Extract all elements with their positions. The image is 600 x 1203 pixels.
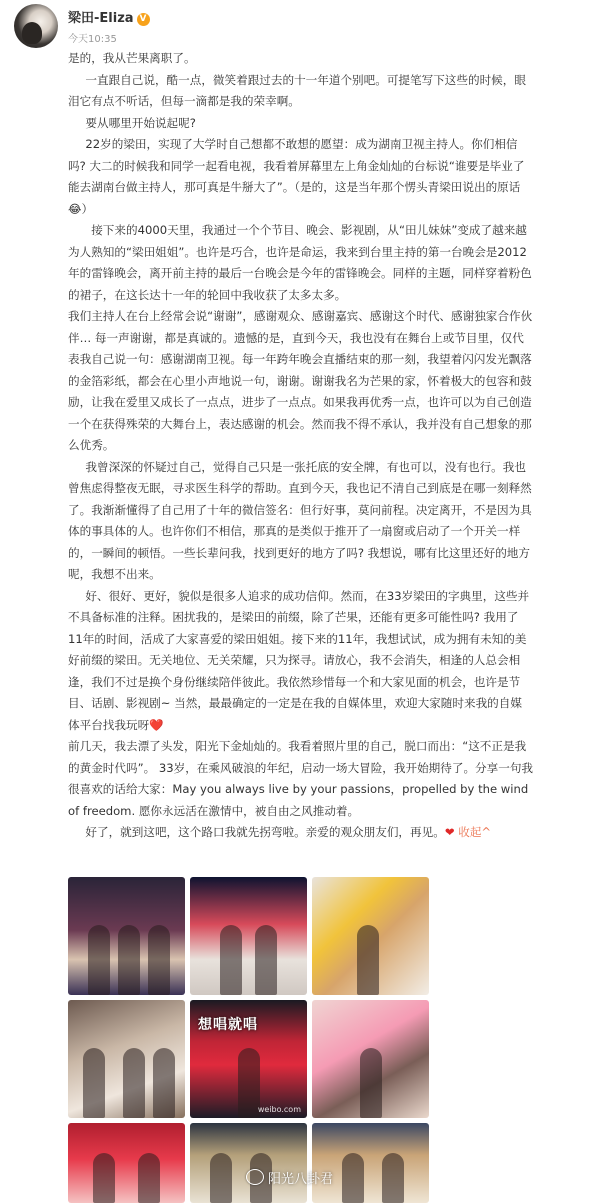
photo-figure	[357, 925, 379, 995]
photo-figure	[93, 1153, 115, 1203]
photo-figure	[118, 925, 140, 995]
vip-badge-icon: V	[137, 13, 150, 26]
weibo-logo-icon	[246, 1169, 264, 1185]
photo-thumbnail-9[interactable]	[312, 1123, 429, 1203]
closing-text: 好了，就到这吧，这个路口我就先拐弯啦。亲爱的观众朋友们，再见。	[85, 825, 445, 839]
post-paragraph-6: 我们主持人在台上经常会说“谢谢”，感谢观众、感谢嘉宾、感谢这个时代、感谢独家合作伙伴… 每一声谢谢，都是真诚的。遗憾的是，直到今天，我也没有在舞台上或节目里，仅代表我自己说一句：感谢湖南卫视。每一年跨年晚会直播结束的那一刻，我望着闪闪发光飘落的金箔彩纸，都会在心里小声地说一句，谢谢。谢谢我名为芒果的家，怀着极大的包容和鼓励，让我在爱里又成长了一点点，进步了一点点。如果我再优秀一点，也许可以为自己创造一个在获得殊荣的大舞台上，表达感谢的机会。然而我不得不承认，我并没有自己想象的那么优秀。	[68, 309, 533, 452]
photo-figure	[220, 925, 242, 995]
post-body	[68, 48, 533, 844]
photo-figure	[382, 1153, 404, 1203]
photo-figure	[153, 1048, 175, 1118]
post-paragraph-5: 接下来的4000天里，我通过一个个节目、晚会、影视剧，从“田儿妹妹”变成了越来越为人熟知的“梁田姐姐”。也许是巧合，也许是命运，我来到台里主持的第一台晚会是2012年的雷锋晚会，离开前主持的最后一台晚会是今年的雷锋晚会。同样的主题，同样穿着粉色的裙子，在这长达十一年的轮回中我收获了太多太多。	[68, 223, 532, 302]
photo-figure	[238, 1048, 260, 1118]
post-paragraph-7: 我曾深深的怀疑过自己，觉得自己只是一张托底的安全牌，有也可以，没有也行。我也曾焦虑得整夜无眠，寻求医生科学的帮助。直到今天，我也记不清自己到底是在哪一刻释然了。我渐渐懂得了自己用了十年的微信签名：但行好事，莫问前程。决定离开，不是因为具体的事具体的人。也许你们不相信，那真的是类似于推开了一扇窗或启动了一个开关一样的，一瞬间的顿悟。一些长辈问我，找到更好的地方了吗? 我想说，哪有比这里还好的地方呢，我想不出来。	[68, 459, 532, 581]
post-paragraph-4: 22岁的梁田，实现了大学时自己想都不敢想的愿望：成为湖南卫视主持人。你们相信吗? 大二的时候我和同学一起看电视，我看着屏幕里左上角金灿灿的台标说“谁要是毕业了能去湖南台做主持人，那可真是牛掰大了”。（是的，这是当年那个愣头青梁田说出的原话😂）	[68, 137, 525, 216]
post-paragraph-3: 要从哪里开始说起呢?	[85, 115, 196, 130]
show-logo-text: 想唱就唱	[198, 1017, 258, 1033]
username-text[interactable]: 梁田-Eliza	[68, 11, 134, 26]
photo-thumbnail-7[interactable]	[68, 1123, 185, 1203]
post-paragraph-8: 好、很好、更好，貌似是很多人追求的成功信仰。然而，在33岁梁田的字典里，这些并不具备标准的注释。困扰我的，是梁田的前缀，除了芒果，还能有更多可能性吗? 我用了11年的时间，活成了大家喜爱的梁田姐姐。接下来的11年，我想试试，成为拥有未知的美好前缀的梁田。无关地位、无关荣耀，只为探寻。请放心，我不会消失，相逢的人总会相逢，我们不过是换个身份继续陪伴彼此。我依然珍惜每一个和大家见面的机会，也许是节目、话剧、影视剧~ 当然，最最确定的一定是在我的自媒体里，欢迎大家随时来我的自媒体平台找我玩呀❤️	[68, 588, 530, 732]
post-header	[14, 4, 574, 48]
photo-figure	[342, 1153, 364, 1203]
photo-thumbnail-6[interactable]	[312, 1000, 429, 1118]
photo-thumbnail-3[interactable]	[312, 877, 429, 995]
heart-icon: ❤	[444, 825, 455, 839]
post-paragraph-2: 一直跟自己说，酷一点，微笑着跟过去的十一年道个别吧。可提笔写下这些的时候，眼泪它有点不听话，但每一滴都是我的荣幸啊。	[68, 72, 526, 108]
avatar[interactable]	[14, 4, 58, 48]
timestamp: 今天10:35	[68, 34, 117, 45]
photo-thumbnail-2[interactable]	[190, 877, 307, 995]
photo-figure	[148, 925, 170, 995]
post-paragraph-9: 前几天，我去漂了头发，阳光下金灿灿的。我看着照片里的自己，脱口而出：“这不正是我的黄金时代吗”。 33岁，在乘风破浪的年纪，启动一场大冒险，我开始期待了。分享一句我很喜欢的话给大家：May you always live by your passions，propelled by the wind of freedom. 愿你永远活在激情中，被自由之风推动着。	[68, 739, 534, 818]
post-line-1: 是的，我从芒果离职了。	[68, 51, 196, 65]
photo-thumbnail-5[interactable]	[190, 1000, 307, 1118]
photo-figure	[210, 1153, 232, 1203]
photo-watermark: weibo.com	[257, 1105, 301, 1114]
photo-thumbnail-1[interactable]	[68, 877, 185, 995]
image-watermark	[246, 1168, 333, 1187]
collapse-link[interactable]: 收起^	[458, 825, 492, 839]
photo-figure	[360, 1048, 382, 1118]
photo-figure	[138, 1153, 160, 1203]
photo-thumbnail-8[interactable]	[190, 1123, 307, 1203]
photo-figure	[255, 925, 277, 995]
photo-grid	[68, 877, 432, 1203]
photo-thumbnail-4[interactable]	[68, 1000, 185, 1118]
photo-figure	[88, 925, 110, 995]
photo-figure	[83, 1048, 105, 1118]
post-paragraph-10	[68, 822, 533, 844]
username[interactable]	[68, 7, 150, 26]
photo-figure	[123, 1048, 145, 1118]
watermark-text: 阳光八卦君	[268, 1172, 334, 1187]
